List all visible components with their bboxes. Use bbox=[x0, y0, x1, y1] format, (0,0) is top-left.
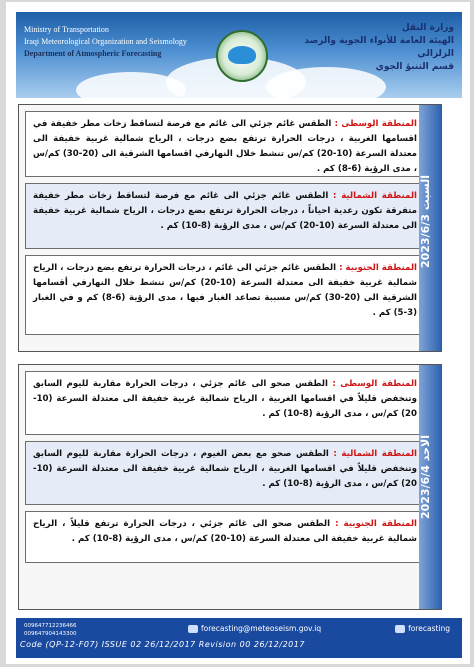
region-forecast bbox=[25, 111, 425, 177]
forecast-page bbox=[6, 2, 470, 664]
region-forecast bbox=[25, 441, 425, 505]
region-text: الطقس صحو مع بعض الغيوم ، درجات الحرارة مقاربة لليوم السابق وتنخفض قليلاً في اقسامها الغربية ، الرياح شمالية غربية خفيفة الى معتدلة السرعة (10-20) كم/س ، مدى الرؤية (8-10) كم . bbox=[33, 449, 417, 489]
header-en-line: Ministry of Transportation bbox=[24, 25, 109, 34]
region-text: الطقس غائم جزئي الى غائم مع فرصة لتساقط زخات مطر خفيفة في اقسامها الغربية ، درجات الحرارة ترتفع بضع درجات ، الرياح شمالية غربية خفيفة الى معتدلة السرعة (10-20) كم/س تنشط خلال النهارفي اقسامها الشرقية الى (20-30) كم/س ، مدى الرؤية (6-8) كم . bbox=[33, 119, 417, 174]
region-forecast bbox=[25, 371, 425, 435]
phone-number: 009647712236466 bbox=[24, 623, 77, 629]
footer-phones bbox=[24, 622, 77, 638]
day-section bbox=[18, 104, 442, 352]
footer-email[interactable] bbox=[188, 624, 321, 633]
region-text: الطقس غائم جزئي الى غائم مع فرصة لتساقط زخات مطر خفيفة متفرقة تكون رعدية احياناً ، درجات الحرارة ترتفع بضع درجات ، الرياح شمالية غربية خفيفة الى معتدلة السرعة (10-20) كم/س ، مدى الرؤية (8-10) كم . bbox=[33, 191, 417, 231]
region-forecast bbox=[25, 183, 425, 249]
region-name: المنطقة الجنوبية : bbox=[335, 519, 417, 529]
header-ar-line: الهيئة العامة للأنواء الجوية والرصد الزلزالي bbox=[304, 36, 454, 59]
mail-icon bbox=[188, 625, 198, 633]
region-name: المنطقة الوسطى : bbox=[332, 379, 417, 389]
date-label: الاحد 2023/6/4 bbox=[419, 435, 432, 520]
email-address: forecasting@meteoseism.gov.iq bbox=[201, 624, 322, 633]
header-ar-line: قسم التنبؤ الجوي bbox=[375, 62, 454, 72]
header-en-line: Department of Atmospheric Forecasting bbox=[24, 49, 162, 58]
region-forecast bbox=[25, 255, 425, 335]
header-en-line: Iraqi Meteorological Organization and Seismology bbox=[24, 37, 187, 46]
header-english bbox=[24, 24, 194, 60]
region-name: المنطقة الوسطى : bbox=[334, 119, 417, 129]
header-ar-line: وزارة النقل bbox=[401, 23, 454, 33]
region-name: المنطقة الجنوبية : bbox=[339, 263, 417, 273]
organization-logo bbox=[216, 30, 268, 82]
header-arabic bbox=[294, 22, 454, 74]
header-banner bbox=[16, 12, 462, 98]
region-name: المنطقة الشمالية : bbox=[333, 449, 417, 459]
region-text: الطقس صحو الى غائم جزئي ، درجات الحرارة مقاربة لليوم السابق وتنخفض قليلاً في اقسامها الغربية ، الرياح شمالية غربية خفيفة الى معتدلة السرعة (10-20) كم/س ، مدى الرؤية (8-10) كم . bbox=[33, 379, 417, 419]
document-code: Code (QP-12-F07) ISSUE 02 26/12/2017 Revision 00 26/12/2017 bbox=[20, 640, 305, 649]
region-name: المنطقة الشمالية : bbox=[333, 191, 417, 201]
footer-facebook[interactable] bbox=[395, 624, 450, 633]
footer-bar bbox=[16, 618, 462, 658]
date-label: السبت 2023/6/3 bbox=[419, 175, 432, 269]
region-text: الطقس غائم جزئي الى غائم ، درجات الحرارة ترتفع بضع درجات ، الرياح شمالية غربية خفيفة الى معتدلة السرعة (10-20) كم/س تنشط خلال النهارفي أقسامها الشرقية الى (20-30) كم/س مسببة تصاعد الغبار فيها ، مدى الرؤية (6-8) كم و في الغبار (3-5) كم . bbox=[33, 263, 418, 318]
facebook-icon bbox=[395, 625, 405, 633]
facebook-handle: forecasting bbox=[408, 624, 450, 633]
region-forecast bbox=[25, 511, 425, 563]
phone-number: 009647904143300 bbox=[24, 631, 77, 637]
region-text: الطقس صحو الى غائم جزئي ، درجات الحرارة ترتفع قليلاً ، الرياح شمالية غربية خفيفة الى معتدلة السرعة (10-20) كم/س ، مدى الرؤية (8-10) كم . bbox=[33, 519, 417, 544]
day-section bbox=[18, 364, 442, 610]
